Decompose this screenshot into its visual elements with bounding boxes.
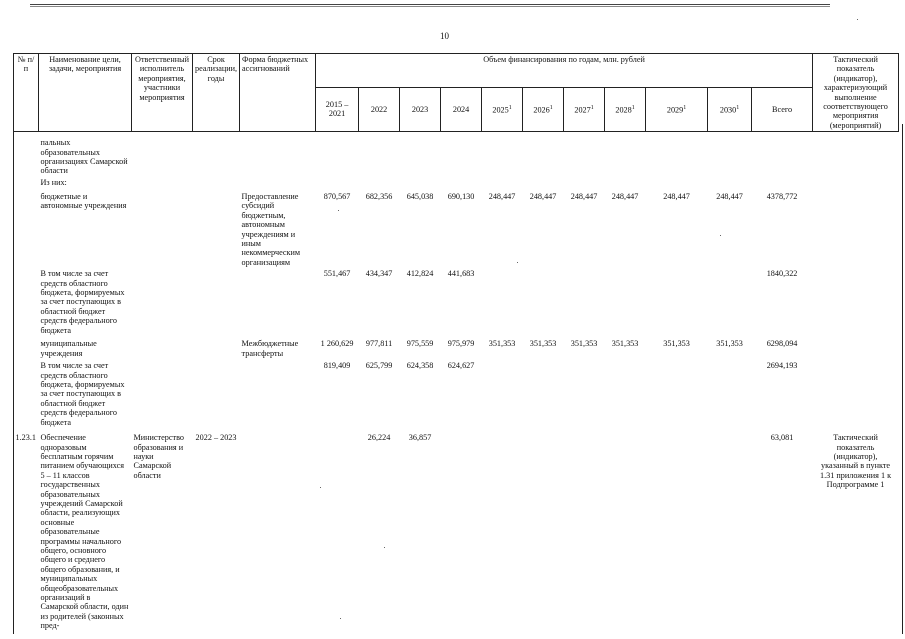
row-name: муниципальные учреждения — [40, 339, 97, 358]
header-tactic: Тактический показатель (индикатор), характеризующий выполнение соответствующего мероприятия (мероприятий) — [813, 54, 899, 132]
row-value — [316, 177, 359, 191]
row-value — [482, 360, 523, 432]
row-value: 351,353 — [663, 339, 690, 349]
row-value: 248,447 — [663, 191, 690, 201]
row-value: 975,979 — [447, 339, 475, 349]
row-value — [752, 177, 813, 191]
row-value: 36,857 — [408, 433, 432, 443]
row-value — [359, 132, 400, 177]
row-value — [564, 177, 605, 191]
row-value: 248,447 — [716, 191, 743, 201]
header-year: 2027$^1$ — [564, 87, 605, 132]
header-num: № п/п — [14, 54, 39, 132]
row-tactic: Тактический показатель (индикатор), указанный в пункте 1.31 приложения 1 к Подпрограмме 1 — [820, 433, 892, 490]
row-value — [708, 360, 752, 432]
row-number — [14, 338, 39, 360]
row-value — [708, 432, 752, 632]
row-number — [14, 177, 39, 191]
scan-speck — [320, 487, 321, 488]
row-value: 6298,094 — [766, 339, 798, 349]
row-value: 625,799 — [365, 361, 393, 371]
row-executor — [132, 132, 193, 177]
row-number — [14, 132, 39, 177]
row-value: 351,353 — [716, 339, 743, 349]
footnote-mark: 1 — [549, 104, 553, 111]
header-year: Всего — [752, 87, 813, 132]
scan-speck — [338, 210, 339, 211]
row-name: Из них: — [40, 177, 67, 187]
row-value — [523, 132, 564, 177]
footnote-mark: 1 — [683, 104, 687, 111]
table-row — [14, 360, 899, 432]
row-value: 977,811 — [365, 339, 393, 349]
row-form — [240, 177, 316, 191]
row-value — [482, 268, 523, 338]
row-value: 248,447 — [611, 191, 639, 201]
row-value — [400, 132, 441, 177]
header-form: Форма бюджетных ассигнований — [240, 54, 316, 132]
header-year: 2028$^1$ — [605, 87, 646, 132]
row-value — [523, 360, 564, 432]
row-value: 63,081 — [770, 433, 794, 443]
row-value: 4378,772 — [766, 191, 798, 201]
table-right-border — [902, 124, 903, 634]
row-value: 1 260,629 — [320, 339, 354, 349]
row-form — [240, 360, 316, 432]
row-form — [240, 268, 316, 338]
row-executor — [132, 338, 193, 360]
row-value — [441, 432, 482, 632]
row-value — [646, 432, 708, 632]
row-value — [752, 132, 813, 177]
row-value: 248,447 — [570, 191, 598, 201]
table-row — [14, 132, 899, 177]
row-value — [564, 132, 605, 177]
row-value — [564, 268, 605, 338]
row-value: 975,559 — [406, 339, 434, 349]
scan-speck — [384, 547, 385, 548]
scan-speck — [517, 262, 518, 263]
page-number: 10 — [440, 31, 449, 41]
financing-table — [13, 53, 899, 632]
row-form — [240, 132, 316, 177]
row-executor: Министерство образования и науки Самарской области — [133, 433, 184, 480]
row-tactic — [813, 338, 899, 360]
row-value — [605, 268, 646, 338]
header-year: 2029$^1$ — [646, 87, 708, 132]
row-value — [316, 432, 359, 632]
row-value: 624,627 — [447, 361, 475, 371]
header-year: 2023 — [400, 87, 441, 132]
row-executor — [132, 360, 193, 432]
row-value — [708, 268, 752, 338]
footnote-mark: 1 — [736, 104, 740, 111]
row-tactic — [813, 360, 899, 432]
row-value — [441, 177, 482, 191]
row-name: бюджетные и автономные учреждения — [40, 191, 127, 211]
footnote-mark: 1 — [631, 104, 635, 111]
row-term — [193, 360, 240, 432]
row-value — [441, 132, 482, 177]
row-value — [564, 432, 605, 632]
row-tactic — [813, 132, 899, 177]
footnote-mark: 1 — [590, 104, 594, 111]
header-year: 2015 – 2021 — [316, 87, 359, 132]
row-value: 624,358 — [406, 361, 434, 371]
table-row — [14, 191, 899, 268]
footnote-mark: 1 — [508, 104, 512, 111]
scan-speck — [720, 235, 721, 236]
row-value — [564, 360, 605, 432]
row-number — [14, 268, 39, 338]
scan-speck — [857, 19, 858, 20]
row-term — [193, 338, 240, 360]
row-executor — [132, 177, 193, 191]
scan-speck — [340, 618, 341, 619]
row-value: 26,224 — [367, 433, 391, 443]
row-value — [316, 132, 359, 177]
header-volume: Объем финансирования по годам, млн. рублей — [316, 54, 813, 88]
row-term — [193, 132, 240, 177]
row-form: Межбюджетные трансферты — [241, 339, 299, 358]
row-value — [646, 360, 708, 432]
table-row — [14, 432, 899, 632]
row-tactic — [813, 177, 899, 191]
row-value — [523, 432, 564, 632]
top-border-line — [30, 4, 830, 5]
row-value: 819,409 — [323, 361, 351, 371]
row-value — [605, 132, 646, 177]
row-term — [193, 191, 240, 268]
top-border-line-secondary — [30, 6, 830, 7]
row-tactic — [813, 268, 899, 338]
header-name: Наименование цели, задачи, мероприятия — [39, 54, 132, 132]
row-value — [708, 177, 752, 191]
row-number — [14, 360, 39, 432]
row-executor — [132, 191, 193, 268]
row-value: 645,038 — [406, 191, 434, 201]
row-value: 551,467 — [323, 269, 351, 279]
row-value: 351,353 — [570, 339, 598, 349]
row-value: 441,683 — [447, 269, 475, 279]
row-form — [240, 432, 316, 632]
header-year: 2026$^1$ — [523, 87, 564, 132]
row-value — [605, 432, 646, 632]
row-value — [523, 177, 564, 191]
row-name: В том числе за счет средств областного бюджета, формируемых за счет поступающих в областной бюджет средств федерального бюджета — [40, 361, 125, 427]
row-value: 351,353 — [488, 339, 516, 349]
row-executor — [132, 268, 193, 338]
row-value — [482, 432, 523, 632]
row-form: Предоставление субсидий бюджетным, автономным учреждениям и иным некоммерческим организациям — [241, 191, 301, 267]
row-name: В том числе за счет средств областного бюджета, формируемых за счет поступающих в областной бюджет средств федерального бюджета — [40, 269, 125, 335]
table-row — [14, 338, 899, 360]
row-value: 351,353 — [611, 339, 639, 349]
row-value — [646, 268, 708, 338]
row-term — [193, 177, 240, 191]
header-year: 2024 — [441, 87, 482, 132]
row-number — [14, 191, 39, 268]
row-value — [482, 177, 523, 191]
row-value: 690,130 — [447, 191, 475, 201]
row-tactic — [813, 191, 899, 268]
row-number: 1.23.1 — [15, 433, 36, 443]
header-year: 2025$^1$ — [482, 87, 523, 132]
header-executor: Ответственный исполнитель мероприятия, участники мероприятия — [132, 54, 193, 132]
row-value: 412,824 — [406, 269, 434, 279]
table-row — [14, 268, 899, 338]
row-name: пальных образовательных организациях Самарской области — [40, 138, 128, 176]
row-value — [523, 268, 564, 338]
row-name: Обеспечение одноразовым бесплатным горячим питанием обучающихся 5 – 11 классов государственных образовательных учреждений Самарской области, реализующих основные образовательные программы начального общего, основного общего и среднего общего образования, и муниципальных общеобразовательных организаций в Самарской области, один из родителей (законных пред- — [40, 433, 129, 631]
row-value: 870,567 — [323, 191, 351, 201]
row-value — [482, 132, 523, 177]
row-value: 682,356 — [365, 191, 393, 201]
row-value: 248,447 — [488, 191, 516, 201]
row-value: 351,353 — [529, 339, 557, 349]
row-term — [193, 268, 240, 338]
table-row — [14, 177, 899, 191]
row-term: 2022 – 2023 — [195, 433, 237, 443]
header-term: Срок реализации, годы — [193, 54, 240, 132]
table-left-border — [13, 124, 14, 634]
row-value: 1840,322 — [766, 269, 798, 279]
row-value — [646, 132, 708, 177]
row-value — [605, 360, 646, 432]
row-value — [646, 177, 708, 191]
row-value — [708, 132, 752, 177]
row-value: 434,347 — [365, 269, 393, 279]
header-year: 2022 — [359, 87, 400, 132]
row-value: 248,447 — [529, 191, 557, 201]
row-value — [605, 177, 646, 191]
row-value: 2694,193 — [766, 361, 798, 371]
row-value — [400, 177, 441, 191]
header-year: 2030$^1$ — [708, 87, 752, 132]
row-value — [359, 177, 400, 191]
